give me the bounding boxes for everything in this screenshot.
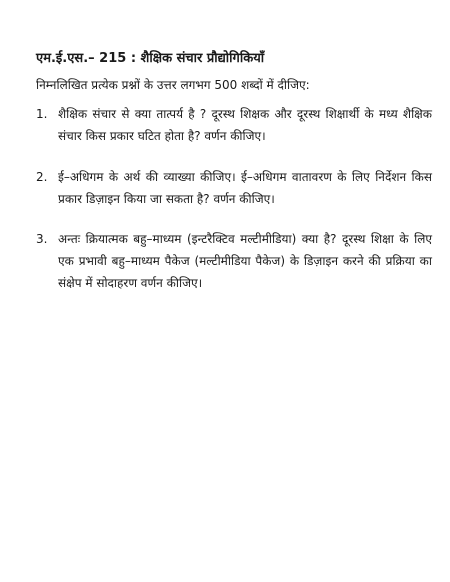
question-number: 1. [36,107,48,121]
question-number: 3. [36,232,48,246]
question-text: अन्तः क्रियात्मक बहु–माध्यम (इन्टरैक्टिव मल्टीमीडिया) क्या है? दूरस्थ शिक्षा के लिए एक प्रभावी बहु–माध्यम पैकेज (मल्टीमीडिया पैकेज) के डिज़ाइन करने की प्रक्रिया का संक्षेप में सोदाहरण वर्णन कीजिए। [58,232,432,290]
question-item [36,228,432,294]
question-text: ई–अधिगम के अर्थ की व्याख्या कीजिए। ई–अधिगम वातावरण के लिए निर्देशन किस प्रकार डिज़ाइन किया जा सकता है? वर्णन कीजिए। [58,170,432,206]
question-item [36,166,432,210]
document-title: एम.ई.एस.– 215 : शैक्षिक संचार प्रौद्योगिकियाँ [36,51,265,66]
instruction-text: निम्नलिखित प्रत्येक प्रश्नों के उत्तर लगभग 500 शब्दों में दीजिए: [36,78,310,92]
question-item [36,103,432,147]
question-number: 2. [36,170,48,184]
question-text: शैक्षिक संचार से क्या तात्पर्य है ? दूरस्थ शिक्षक और दूरस्थ शिक्षार्थी के मध्य शैक्षिक संचार किस प्रकार घटित होता है? वर्णन कीजिए। [58,107,432,143]
